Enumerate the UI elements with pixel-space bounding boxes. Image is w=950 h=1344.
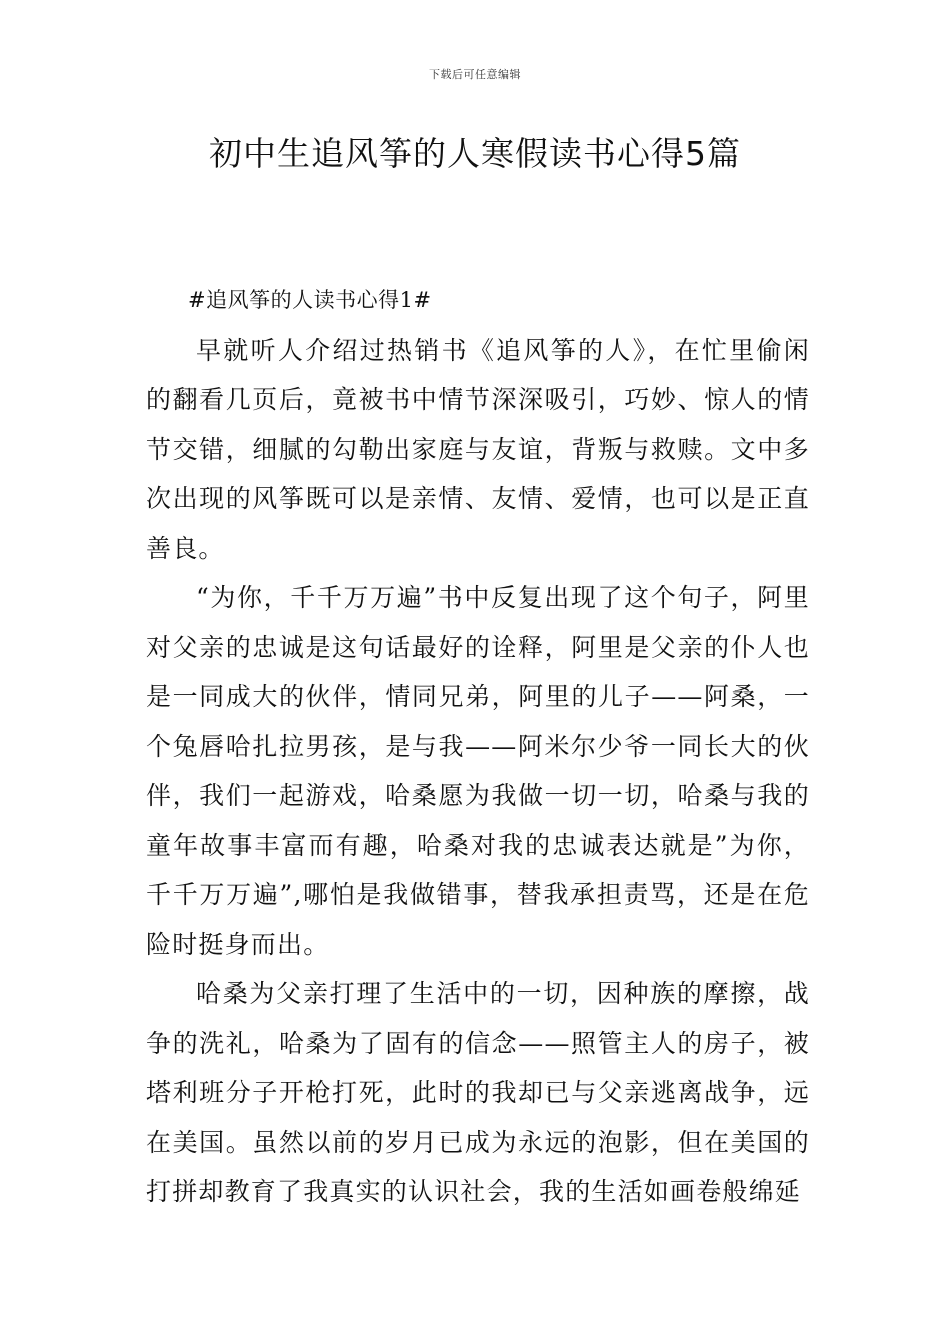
paragraph-1: 早就听人介绍过热销书《追风筝的人》，在忙里偷闲的翻看几页后，竟被书中情节深深吸引，巧妙、惊人的情节交错，细腻的勾勒出家庭与友谊，背叛与救赎。文中多次出现的风筝既可以是亲情、友情、爱情，也可以是正直善良。 xyxy=(146,335,810,563)
section-heading: #追风筝的人读书心得1# xyxy=(188,288,432,312)
document-body xyxy=(146,276,810,1217)
document-title: 初中生追风筝的人寒假读书心得5篇 xyxy=(209,134,741,173)
paragraph-3: 哈桑为父亲打理了生活中的一切，因种族的摩擦，战争的洗礼，哈桑为了固有的信念——照管主人的房子，被塔利班分子开枪打死，此时的我却已与父亲逃离战争，远在美国。虽然以前的岁月已成为永远的泡影，但在美国的打拼却教育了我真实的认识社会，我的生活如画卷般绵延 xyxy=(146,979,810,1206)
header-note: 下载后可任意编辑 xyxy=(429,68,521,81)
paragraph-2: “为你，千千万万遍”书中反复出现了这个句子，阿里对父亲的忠诚是这句话最好的诠释，阿里是父亲的仆人也是一同成大的伙伴，情同兄弟，阿里的儿子——阿桑，一个兔唇哈扎拉男孩，是与我——阿米尔少爷一同长大的伙伴，我们一起游戏，哈桑愿为我做一切一切，哈桑与我的童年故事丰富而有趣，哈桑对我的忠诚表达就是”为你，千千万万遍”,哪怕是我做错事，替我承担责骂，还是在危险时挺身而出。 xyxy=(146,583,810,959)
